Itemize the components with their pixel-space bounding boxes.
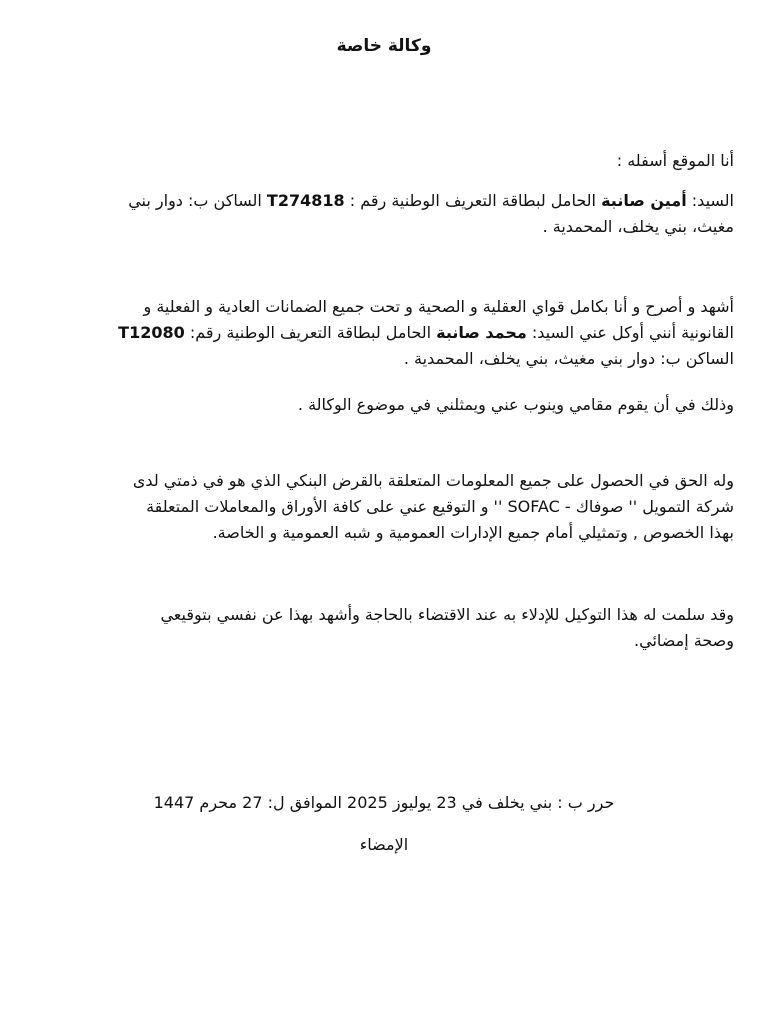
purpose-paragraph xyxy=(44,392,734,418)
principal-paragraph xyxy=(44,188,734,240)
rights-line-2-end: '' و التوقيع عني على كافة الأوراق والمعاملات المتعلقة xyxy=(146,497,503,516)
closing-line-1: وقد سلمت له هذا التوكيل للإدلاء به عند الاقتضاء بالحاجة وأشهد بهذا عن نفسي بتوقيعي xyxy=(160,605,734,624)
principal-line-1 xyxy=(44,188,734,214)
principal-prefix: السيد: xyxy=(691,191,734,210)
principal-name: أمين صانبة xyxy=(601,191,687,210)
declaration-line-2-mid: الحامل لبطاقة التعريف الوطنية رقم: xyxy=(189,323,432,342)
document-title: وكالة خاصة xyxy=(336,36,432,56)
declaration-line-2 xyxy=(44,320,734,346)
purpose-text: وذلك في أن يقوم مقامي وينوب عني ويمثلني في موضوع الوكالة . xyxy=(297,395,734,414)
rights-line-2-start: شركة التمويل '' صوفاك - xyxy=(564,497,734,516)
rights-line-2 xyxy=(44,494,734,520)
closing-paragraph xyxy=(44,602,734,654)
declaration-line-3: الساكن ب: دوار بني مغيث، بني يخلف، المحمدية . xyxy=(403,349,734,368)
principal-address-1: الساكن ب: دوار بني xyxy=(128,191,262,210)
declaration-paragraph xyxy=(44,294,734,372)
principal-line-2: مغيث، بني يخلف، المحمدية . xyxy=(542,217,734,236)
rights-line-1: وله الحق في الحصول على جميع المعلومات المتعلقة بالقرض البنكي الذي هو في ذمتي لدى xyxy=(132,471,734,490)
principal-id-text: الحامل لبطاقة التعريف الوطنية رقم : xyxy=(349,191,596,210)
date-place-line: حرر ب : بني يخلف في 23 يوليوز 2025 الموافق ل: 27 محرم 1447 xyxy=(153,793,615,812)
company-latin-name: SOFAC xyxy=(507,497,560,516)
rights-paragraph xyxy=(44,468,734,546)
signature-label: الإمضاء xyxy=(359,835,409,854)
agent-name: محمد صانبة xyxy=(436,323,527,342)
agent-id-number: T12080 xyxy=(118,323,185,342)
declaration-line-1: أشهد و أصرح و أنا بكامل قواي العقلية و الصحية و تحت جميع الضمانات العادية و الفعلية و xyxy=(143,297,734,316)
closing-line-2: وصحة إمضائي. xyxy=(634,631,734,650)
declaration-line-2-start: القانونية أنني أوكل عني السيد: xyxy=(531,323,734,342)
intro-text: أنا الموقع أسفله : xyxy=(616,151,734,170)
rights-line-3: بهذا الخصوص , وتمثيلي أمام جميع الإدارات العمومية و شبه العمومية و الخاصة. xyxy=(212,523,734,542)
intro-line xyxy=(44,148,734,174)
principal-id-number: T274818 xyxy=(266,191,345,210)
